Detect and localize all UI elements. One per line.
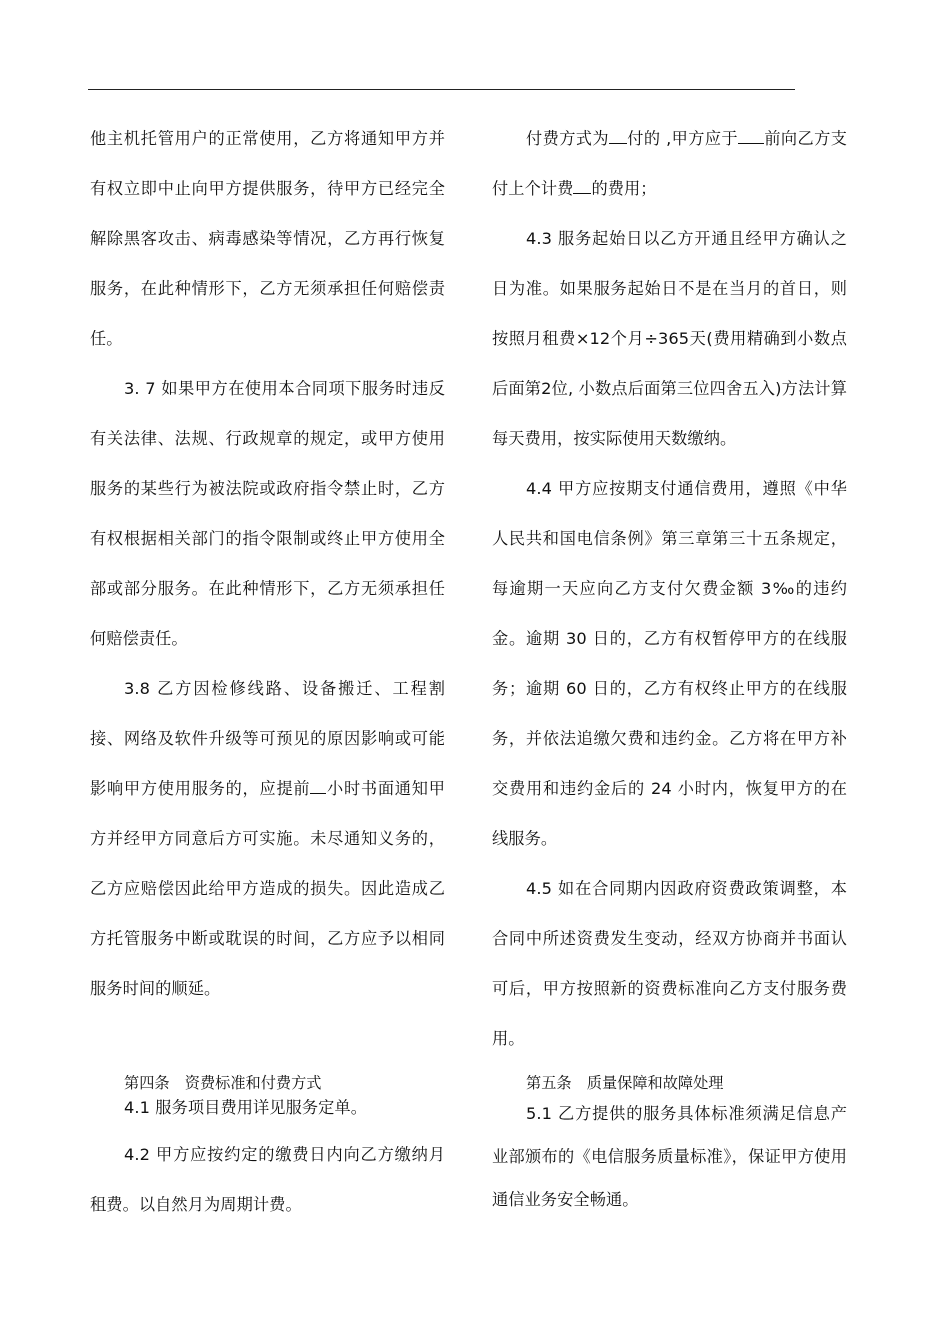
blank-payment-method	[609, 128, 627, 144]
payment-fee-label: 的费用；	[591, 179, 657, 198]
paragraph-3-8-part-b: 小时书面通知甲方并经甲方同意后方可实施。未尽通知义务的，乙方应赔偿因此给甲方造成的损失。因此造成乙方托管服务中断或耽误的时间，乙方应予以相同服务时间的顺延。	[90, 779, 445, 998]
paragraph-4-2: 4.2 甲方应按约定的缴费日内向乙方缴纳月租费。以自然月为周期计费。	[90, 1145, 445, 1214]
payment-method-label: 付费方式为	[526, 129, 609, 148]
header-rule	[88, 89, 795, 90]
payment-before-label: 付的 ,甲方应于	[627, 129, 739, 148]
section-spacer	[492, 1064, 847, 1074]
right-column	[492, 114, 847, 1221]
paragraph-4-4: 4.4 甲方应按期支付通信费用，遵照《中华人民共和国电信条例》第三章第三十五条规定，每逾期一天应向乙方支付欠费金额 3‰的违约金。逾期 30 日的，乙方有权暂停甲方的在线服务；逾期 60 日的，乙方有权终止甲方的在线服务，并依法追缴欠费和违约金。乙方将在甲方补交费用和违约金后的 24 小时内，恢复甲方的在线服务。	[492, 479, 847, 848]
blank-billing-period	[573, 178, 591, 194]
section-spacer	[90, 1014, 445, 1074]
section-4-heading: 第四条 资费标准和付费方式	[124, 1074, 322, 1092]
paragraph-3-6-continued: 他主机托管用户的正常使用，乙方将通知甲方并有权立即中止向甲方提供服务，待甲方已经完全解除黑客攻击、病毒感染等情况，乙方再行恢复服务，在此种情形下，乙方无须承担任何赔偿责任。	[90, 129, 445, 348]
section-5-heading: 第五条 质量保障和故障处理	[526, 1074, 724, 1092]
left-column	[90, 114, 445, 1230]
paragraph-3-7: 3. 7 如果甲方在使用本合同项下服务时违反有关法律、法规、行政规章的规定，或甲方使用服务的某些行为被法院或政府指令禁止时，乙方有权根据相关部门的指令限制或终止甲方使用全部或部分服务。在此种情形下，乙方无须承担任何赔偿责任。	[90, 379, 445, 648]
paragraph-4-2-continued	[492, 114, 847, 214]
paragraph-3-8-part-a: 3.8 乙方因检修线路、设备搬迁、工程割接、网络及软件升级等可预见的原因影响或可能影响甲方使用服务的，应提前	[90, 679, 445, 798]
payment-period-label: 前向乙方支付上个计费	[492, 129, 848, 198]
paragraph-4-1: 4.1 服务项目费用详见服务定单。	[124, 1098, 368, 1117]
paragraph-5-1: 5.1 乙方提供的服务具体标准须满足信息产业部颁布的《电信服务质量标准》，保证甲方使用通信业务安全畅通。	[492, 1104, 847, 1209]
blank-hours	[310, 778, 326, 794]
paragraph-3-8	[90, 664, 445, 1014]
blank-payment-date	[738, 128, 764, 144]
paragraph-4-3: 4.3 服务起始日以乙方开通且经甲方确认之日为准。如果服务起始日不是在当月的首日，则按照月租费×12个月÷365天(费用精确到小数点后面第2位, 小数点后面第三位四舍五入)方法计算每天费用，按实际使用天数缴纳。	[492, 229, 847, 448]
paragraph-4-5: 4.5 如在合同期内因政府资费政策调整，本合同中所述资费发生变动，经双方协商并书面认可后，甲方按照新的资费标准向乙方支付服务费用。	[492, 879, 847, 1048]
